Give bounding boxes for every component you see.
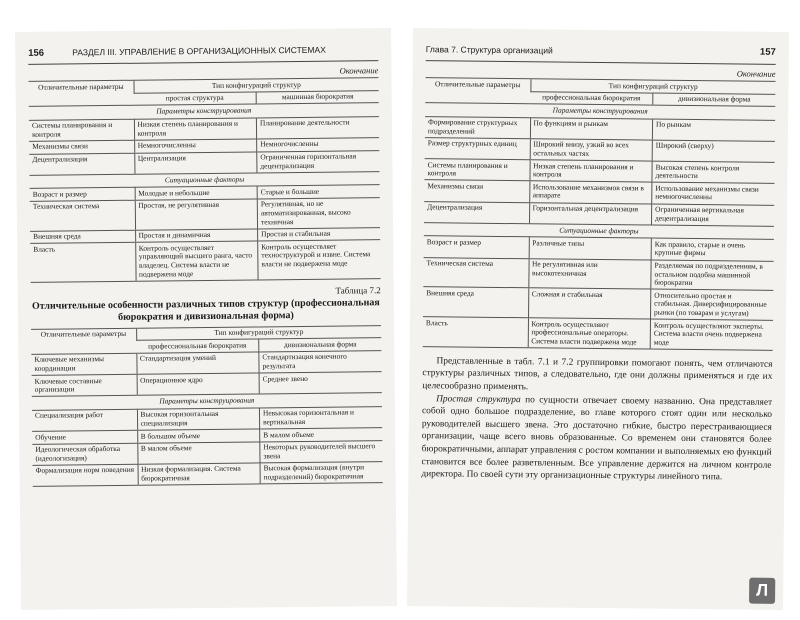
table-row bbox=[30, 240, 380, 282]
table-cell: Ключевые механизмы координации bbox=[31, 353, 136, 375]
table-cell: Власть bbox=[423, 317, 528, 348]
table-cell: Возраст и размер bbox=[424, 236, 529, 258]
table-cell: Использование механизмы связи немногочисленны bbox=[652, 182, 775, 204]
table-cell: Высокая горизонтальная специализация bbox=[137, 408, 260, 430]
table-cell: Контроль осуществляют профессиональные операторы. Система власти подвержена моде bbox=[528, 318, 651, 349]
table-cell: Некоторых руководителей высшего звена bbox=[260, 440, 383, 462]
table-cell: Идеологическая обработка (идеологизация) bbox=[32, 443, 137, 465]
paragraph-text: по сущности отвечает своему названию. Она представляет собой одно большое подразделение, во главе которого стоят один или несколько руководителей высшего звена. Это достаточно гибкие, быстро перестраивающиеся организации, чаще всего вновь образованные. Со временем они становятся более бюрократичными, аппарат управления с ростом компании и выполняемых ею функций становится все более разветвленным. Все управление держится на личном контроле директора. По своей сути эту организационные структуры линейного типа. bbox=[421, 394, 773, 483]
table-cell: Невысокая горизонтальная и вертикальная bbox=[259, 407, 382, 429]
page-header-right bbox=[426, 38, 776, 65]
right-page bbox=[407, 28, 789, 610]
header-col-a: простая структура bbox=[134, 92, 257, 106]
running-title: Глава 7. Структура организаций bbox=[425, 44, 553, 56]
table-continuation-caption: Окончание bbox=[736, 68, 776, 79]
header-params: Отличительные параметры bbox=[425, 78, 530, 104]
table-cell: Планирование деятельности bbox=[256, 116, 379, 138]
table-cell: Власть bbox=[30, 243, 135, 282]
table-cell: Техническая система bbox=[30, 200, 135, 231]
table-cell: Ограниченная горизонтальная децентрализация bbox=[257, 150, 380, 172]
table-title: Отличительные особенности различных типов структур (профессиональная бюрократия и дивизиональная форма) bbox=[31, 296, 380, 323]
table-cell: Контроль осуществляет техноструктурой и извне. Система власти не подвержена моде bbox=[258, 240, 381, 280]
table-cell: По рынкам bbox=[652, 119, 775, 141]
table-cell: Простая и стабильная bbox=[258, 227, 381, 241]
section-title: Ситуационные факторы bbox=[29, 171, 379, 188]
header-type: Тип конфигураций структур bbox=[530, 79, 775, 94]
table-cell: Формализация норм поведения bbox=[33, 464, 138, 486]
table-cell: Молодые и небольшие bbox=[135, 186, 258, 200]
header-col-b: дивизиональная форма bbox=[653, 93, 776, 107]
header-type: Тип конфигураций структур bbox=[133, 78, 378, 93]
table-cell: Формирование структурных подразделений bbox=[425, 116, 530, 138]
header-params: Отличительные параметры bbox=[29, 80, 134, 106]
table-row bbox=[423, 257, 773, 290]
table-cell: Техническая система bbox=[423, 257, 528, 288]
section-title: Параметры конструирования bbox=[425, 103, 775, 120]
table-cell: Ограниченная вертикальная децентрализация bbox=[651, 204, 774, 226]
table-cell: Возраст и размер bbox=[30, 188, 135, 202]
table-cell: Внешняя среда bbox=[423, 287, 528, 318]
table-7-2 bbox=[31, 325, 383, 487]
table-cell: Стандартизация конечного результата bbox=[259, 351, 382, 373]
page-header-left bbox=[28, 38, 378, 65]
table-row bbox=[423, 287, 773, 320]
emphasis-term: Простая структура bbox=[436, 393, 521, 405]
table-cell: Широкий (сверху) bbox=[652, 140, 775, 162]
table-cell: Специализация работ bbox=[32, 409, 137, 431]
table-cell: Горизонтальная децентрализация bbox=[529, 202, 652, 224]
table-cell: В малом объеме bbox=[137, 442, 260, 464]
table-cell: Низкая степень планирования и контроля bbox=[529, 160, 652, 182]
table-cell: Разделяемая по подразделениям, в остальном подобна машинной бюрократии bbox=[651, 260, 774, 291]
table-cell: Стандартизация умений bbox=[136, 352, 259, 374]
header-col-b: машинная бюрократия bbox=[256, 90, 379, 104]
table-label: Таблица 7.2 bbox=[335, 284, 381, 296]
table-cell: Простая, не регулятивная bbox=[135, 199, 258, 230]
table-cell: Низкая степень планирования и контроля bbox=[134, 118, 257, 140]
page-number: 157 bbox=[759, 46, 776, 58]
section-title: Параметры конструирования bbox=[29, 103, 379, 120]
page-number: 156 bbox=[28, 47, 45, 59]
running-title: РАЗДЕЛ III. УПРАВЛЕНИЕ В ОРГАНИЗАЦИОННЫХ СИСТЕМАХ bbox=[72, 44, 326, 58]
table-cell: Среднее звено bbox=[259, 372, 382, 394]
section-title: Параметры конструирования bbox=[32, 393, 382, 410]
left-page bbox=[15, 28, 397, 610]
table-cell: Централизация bbox=[134, 152, 257, 174]
paragraph: Представленные в табл. 7.1 и 7.2 группировки помогают понять, чем отличаются структуры различных типов, а следовательно, где они должны применяться и где их целесообразно применять. bbox=[422, 356, 773, 393]
publisher-logo: Л bbox=[749, 578, 775, 604]
table-cell: По функциям и рынкам bbox=[530, 118, 653, 140]
header-params: Отличительные параметры bbox=[31, 328, 136, 354]
table-cell: В малом объеме bbox=[260, 428, 383, 442]
table-cell: Немногочисленны bbox=[257, 138, 380, 152]
table-cell: Контроль осуществляет управляющий высшего ранга, часто владелец. Система власти не подвержена моде bbox=[135, 241, 258, 281]
body-text bbox=[421, 355, 772, 485]
table-cell: Децентрализация bbox=[29, 153, 134, 175]
table-cell: Высокая формализация (внутри подразделений) бюрократичная bbox=[260, 461, 383, 483]
table-7-1-continued bbox=[28, 77, 380, 282]
paragraph bbox=[421, 393, 772, 485]
table-cell: Различные типы bbox=[529, 237, 652, 259]
table-continuation-caption: Окончание bbox=[339, 65, 379, 76]
table-cell: Контроль осуществляют эксперты. Система власти очень подвержена моде bbox=[650, 319, 773, 350]
table-7-2-continued bbox=[423, 77, 776, 350]
header-col-b: дивизиональная форма bbox=[259, 338, 382, 352]
table-cell: Размер структурных единиц bbox=[425, 138, 530, 160]
header-type: Тип конфигураций структур bbox=[136, 325, 381, 340]
table-cell: Не регулятивная или высокотехничная bbox=[528, 258, 651, 289]
table-cell: Ключевые составные организации bbox=[32, 374, 137, 396]
table-cell: Немногочисленны bbox=[134, 139, 257, 153]
section-title: Ситуационные факторы bbox=[424, 222, 774, 239]
table-cell: Механизмы связи bbox=[29, 140, 134, 154]
table-cell: Регулятивная, но не автоматизированная, высоко техничная bbox=[257, 198, 380, 229]
table-cell: Внешняя среда bbox=[30, 230, 135, 244]
table-cell: Низкая формализация. Система бюрократичная bbox=[138, 463, 261, 485]
table-cell: Системы планирования и контроля bbox=[29, 119, 134, 141]
table-cell: Как правило, старые и очень крупные фирмы bbox=[651, 238, 774, 260]
table-row bbox=[33, 461, 383, 486]
table-cell: Децентрализация bbox=[424, 201, 529, 223]
table-cell: Использование механизмов связи в аппарате bbox=[529, 181, 652, 203]
table-cell: В большом объеме bbox=[137, 429, 260, 443]
table-cell: Простая и динамичная bbox=[135, 229, 258, 243]
table-cell: Операционное ядро bbox=[137, 373, 260, 395]
table-cell: Широкий внизу, узкий во всех остальных частях bbox=[530, 139, 653, 161]
table-row bbox=[423, 317, 773, 350]
table-cell: Механизмы связи bbox=[424, 180, 529, 202]
table-cell: Высокая степень контроля деятельности bbox=[652, 161, 775, 183]
header-col-a: профессиональная бюрократия bbox=[136, 339, 259, 353]
table-cell: Сложная и стабильная bbox=[528, 288, 651, 319]
header-col-a: профессиональная бюрократия bbox=[530, 91, 653, 105]
table-cell: Старые и большие bbox=[257, 185, 380, 199]
table-cell: Обучение bbox=[32, 430, 137, 444]
table-cell: Системы планирования и контроля bbox=[424, 159, 529, 181]
table-cell: Относительно простая и стабильная. Диверсифицированные рынки (по товарам и услугам) bbox=[651, 289, 774, 320]
table-row bbox=[30, 198, 380, 231]
